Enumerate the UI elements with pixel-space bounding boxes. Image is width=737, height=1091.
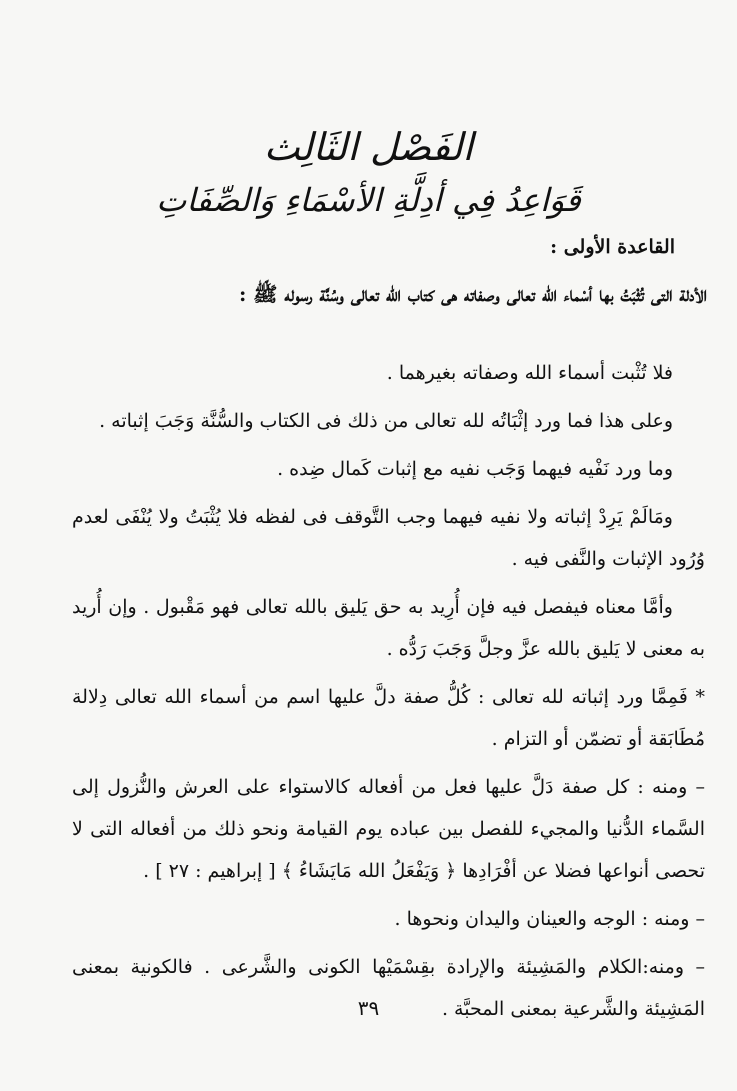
chapter-subtitle: قَوَاعِدُ فِي أدِلَّةِ الأسْمَاءِ وَالصِّفَاتِ <box>156 181 581 219</box>
paragraph: – ومنه:الكلام والمَشِيئة والإرادة بقِسْمَيْها الكونى والشَّرعى . فالكونية بمعنى المَشِيئة والشَّرعية بمعنى المحبَّة . <box>72 956 705 1020</box>
paragraph: – ومنه : كل صفة دَلَّ عليها فعل من أفعاله كالاستواء على العرش والنُّزول إلى السَّماء الدُّنيا والمجيء للفصل بين عباده يوم القيامة ونحو ذلك من أفعاله التى لا تحصى أنواعها فضلا عن أفْرَادِها ﴿ وَيَفْعَلُ الله مَايَشَاءُ ﴾ [ إبراهيم : ٢٧ ] . <box>72 776 705 882</box>
paragraph: وما ورد نَفْيه فيهما وَجَب نفيه مع إثبات كَمال ضِده . <box>277 458 673 480</box>
chapter-title: الفَصْل الثَالِث <box>263 125 474 169</box>
paragraph: ومَالَمْ يَرِدْ إثباته ولا نفيه فيهما وجب التَّوقف فى لفظه فلا يُثْبَتُ ولا يُنْفَى لعدم وُرُود الإثبات والنَّفى فيه . <box>72 506 705 570</box>
page-number: ٣٩ <box>357 996 380 1020</box>
paragraph: – ومنه : الوجه والعينان واليدان ونحوها . <box>394 908 705 930</box>
paragraph: * فَمِمَّا ورد إثباته لله تعالى : كُلُّ صفة دلَّ عليها اسم من أسماء الله تعالى دِلالة مُطَابَقة أو تضمّن أو التزام . <box>72 686 705 750</box>
rule-heading: القاعدة الأولى : <box>550 236 675 258</box>
paragraph: وأمَّا معناه فيفصل فيه فإن أُرِيد به حق يَليق بالله تعالى فهو مَقْبول . وإن أُريد به معنى لا يَليق بالله عزَّ وجلَّ وَجَبَ رَدُّه . <box>72 596 705 660</box>
paragraph: فلا تُثْبت أسماء الله وصفاته بغيرهما . <box>386 362 673 384</box>
paragraph: وعلى هذا فما ورد إثْبَاتُه لله تعالى من ذلك فى الكتاب والسُّنَّة وَجَبَ إثباته . <box>99 410 673 432</box>
rule-statement: الأدلة التى تُثْبَتُ بها أسْماء الله تعالى وصفاته هى كتاب الله تعالى وسُنَّة رسوله ﷺ : <box>238 282 707 306</box>
body-text <box>72 352 705 1036</box>
